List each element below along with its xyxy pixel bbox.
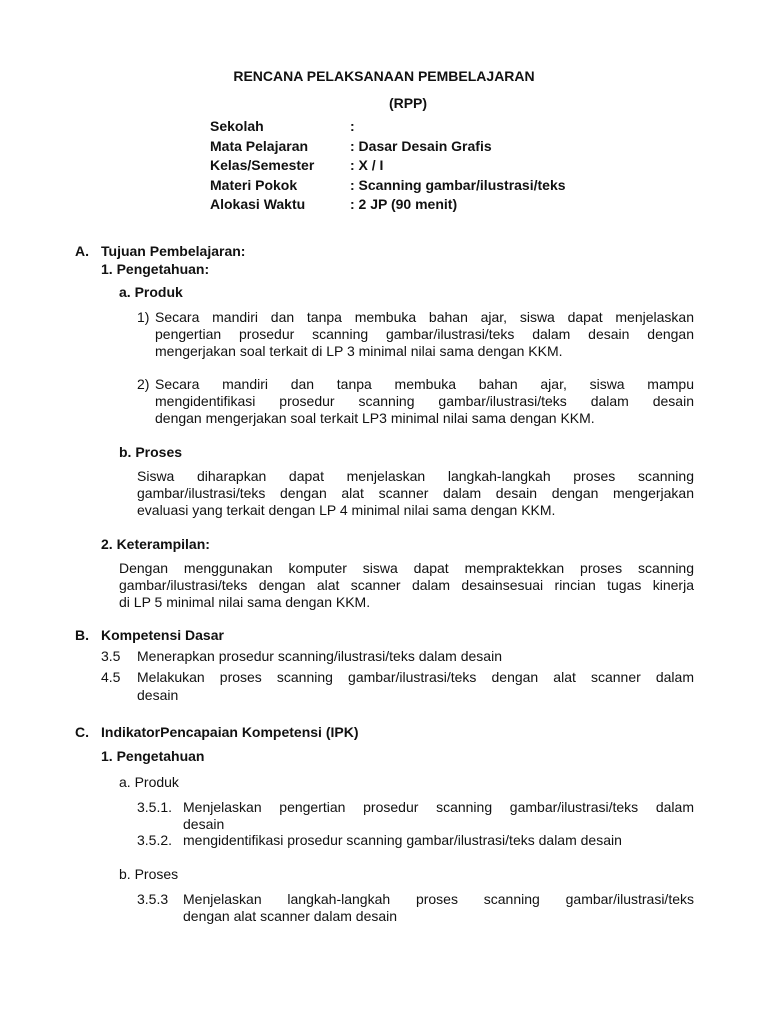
section-c-sub-pengetahuan: 1. Pengetahuan xyxy=(101,748,205,764)
text-line: gambar/ilustrasi/teks dengan alat scanner dalam desain dengan mengerjakan xyxy=(137,485,694,501)
text-line: Menjelaskan pengertian prosedur scanning gambar/ilustrasi/teks dalam xyxy=(183,799,694,815)
section-a-sub-pengetahuan: 1. Pengetahuan: xyxy=(101,261,210,277)
section-c-produk-heading: a. Produk xyxy=(119,774,179,790)
document-title: RENCANA PELAKSANAAN PEMBELAJARAN xyxy=(233,68,535,84)
produk-item-1-number: 1) xyxy=(137,309,150,325)
identity-key: Sekolah xyxy=(210,118,264,134)
identity-row xyxy=(210,118,566,138)
identity-row xyxy=(210,138,566,158)
kd-item-text xyxy=(137,669,694,704)
produk-item-2-number: 2) xyxy=(137,376,150,392)
ipk-item-text xyxy=(183,891,694,925)
section-a-sub-keterampilan: 2. Keterampilan: xyxy=(101,536,210,552)
text-line: gambar/ilustrasi/teks dengan alat scanner dalam desainsesuai rincian tugas kinerja xyxy=(119,577,694,593)
text-line: di LP 5 minimal nilai sama dengan KKM. xyxy=(119,594,371,610)
text-line: Melakukan proses scanning gambar/ilustrasi/teks dengan alat scanner dalam xyxy=(137,669,694,685)
identity-key: Materi Pokok xyxy=(210,176,298,193)
proses-paragraph xyxy=(137,468,694,519)
text-line: mengerjakan soal terkait di LP 3 minimal nilai sama dengan KKM. xyxy=(155,343,563,359)
section-c-heading: IndikatorPencapaian Kompetensi (IPK) xyxy=(101,724,359,740)
kd-item-number: 4.5 xyxy=(101,669,121,685)
text-line: Menjelaskan langkah-langkah proses scanning gambar/ilustrasi/teks xyxy=(183,891,694,907)
text-line: Siswa diharapkan dapat menjelaskan langkah-langkah proses scanning xyxy=(137,468,694,484)
section-c-proses-heading: b. Proses xyxy=(119,866,179,882)
identity-value: : Scanning gambar/ilustrasi/teks xyxy=(350,176,566,193)
text-line: Dengan menggunakan komputer siswa dapat mempraktekkan proses scanning xyxy=(119,560,694,576)
text-line: dengan alat scanner dalam desain xyxy=(183,908,398,924)
identity-key: Kelas/Semester xyxy=(210,157,315,174)
ipk-item-number: 3.5.1. xyxy=(137,799,173,815)
ipk-item-text: mengidentifikasi prosedur scanning gambar/ilustrasi/teks dalam desain xyxy=(183,832,622,848)
identity-row xyxy=(210,157,566,177)
section-a-label: A. xyxy=(75,243,89,259)
keterampilan-paragraph xyxy=(119,560,694,611)
section-a-proses-heading: b. Proses xyxy=(119,444,183,460)
section-b-label: B. xyxy=(75,627,89,643)
identity-table xyxy=(210,118,566,216)
ipk-item-number: 3.5.3 xyxy=(137,891,169,907)
identity-row xyxy=(210,177,566,197)
ipk-item-text xyxy=(183,799,694,833)
section-a-heading: Tujuan Pembelajaran: xyxy=(101,243,246,259)
document-subtitle: (RPP) xyxy=(388,95,428,111)
text-line: desain xyxy=(137,687,179,703)
identity-key: Alokasi Waktu xyxy=(210,196,306,213)
section-c-label: C. xyxy=(75,724,89,740)
text-line: Secara mandiri dan tanpa membuka bahan ajar, siswa mampu xyxy=(155,376,694,392)
identity-value: : Dasar Desain Grafis xyxy=(350,137,492,154)
kd-item-number: 3.5 xyxy=(101,648,121,664)
identity-value: : X / I xyxy=(350,157,384,174)
section-b-heading: Kompetensi Dasar xyxy=(101,627,224,643)
kd-item-text: Menerapkan prosedur scanning/ilustrasi/teks dalam desain xyxy=(137,648,502,664)
text-line: dengan mengerjakan soal terkait LP3 minimal nilai sama dengan KKM. xyxy=(155,410,595,426)
identity-row xyxy=(210,196,566,216)
identity-value: : 2 JP (90 menit) xyxy=(350,196,458,213)
produk-item-2 xyxy=(155,376,694,427)
text-line: desain xyxy=(183,816,225,832)
produk-item-1 xyxy=(155,309,694,360)
identity-key: Mata Pelajaran xyxy=(210,137,309,154)
text-line: mengidentifikasi prosedur scanning gambar/ilustrasi/teks dalam desain xyxy=(155,393,694,409)
text-line: Secara mandiri dan tanpa membuka bahan ajar, siswa dapat menjelaskan xyxy=(155,309,694,325)
section-a-produk-heading: a. Produk xyxy=(119,284,183,300)
identity-value: : xyxy=(350,118,355,134)
text-line: evaluasi yang terkait dengan LP 4 minimal nilai sama dengan KKM. xyxy=(137,502,556,518)
ipk-item-number: 3.5.2. xyxy=(137,832,173,848)
text-line: pengertian prosedur scanning gambar/ilustrasi/teks dalam desain dengan xyxy=(155,326,694,342)
